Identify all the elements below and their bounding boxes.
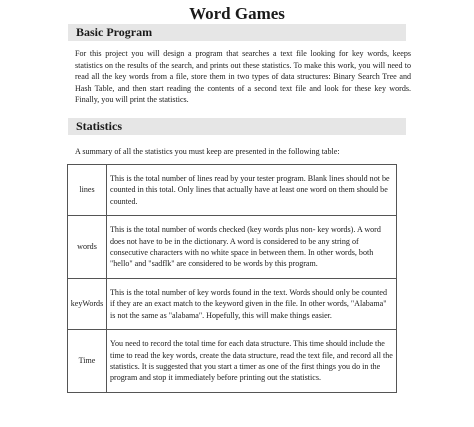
- stat-description: You need to record the total time for each data structure. This time should include the time to read the key words, create the data structure, read the text file, and record all the statistics. It is suggested that you start a timer as one of the first things you do in the program and stop it immediately before printing out the statistics.: [107, 330, 397, 393]
- stat-label: lines: [68, 165, 107, 216]
- page-title: Word Games: [189, 4, 285, 23]
- table-row: [68, 216, 397, 279]
- section-heading-label: Statistics: [76, 119, 122, 133]
- table-row: [68, 330, 397, 393]
- statistics-table: [67, 164, 397, 393]
- table-row: [68, 279, 397, 330]
- section-heading-label: Basic Program: [76, 25, 153, 39]
- stat-description: This is the total number of key words found in the text. Words should only be counted if they are an exact match to the keyword given in the file. In other words, "Alabama" is not the same as "alabama". Hopefully, this will make things easier.: [107, 279, 397, 330]
- section-heading-basic-program: [68, 24, 406, 41]
- stat-label: words: [68, 216, 107, 279]
- stat-description: This is the total number of words checked (key words plus non- key words). A word does not have to be in the dictionary. A word is considered to be any string of consecutive characters with no white space in between them. In other words, both "hello" and "sadflk" are considered to be words by this program.: [107, 216, 397, 279]
- section-heading-statistics: [68, 118, 406, 135]
- intro-paragraph: For this project you will design a program that searches a text file looking for key words, keeps statistics on the results of the search, and prints out these statistics. To make this work, you will need to read all the key words from a file, store them in two types of data structures: Binary Search Tree and Hash Table, and then start reading the contents of a second text file and look for these key words. Finally, you will print the statistics.: [75, 49, 411, 104]
- table-row: [68, 165, 397, 216]
- stat-description: This is the total number of lines read by your tester program. Blank lines should not be counted in this total. Only lines that actually have at least one word on them should be counted.: [107, 165, 397, 216]
- stats-intro-paragraph: A summary of all the statistics you must keep are presented in the following table:: [75, 147, 340, 156]
- stat-label: keyWords: [68, 279, 107, 330]
- stat-label: Time: [68, 330, 107, 393]
